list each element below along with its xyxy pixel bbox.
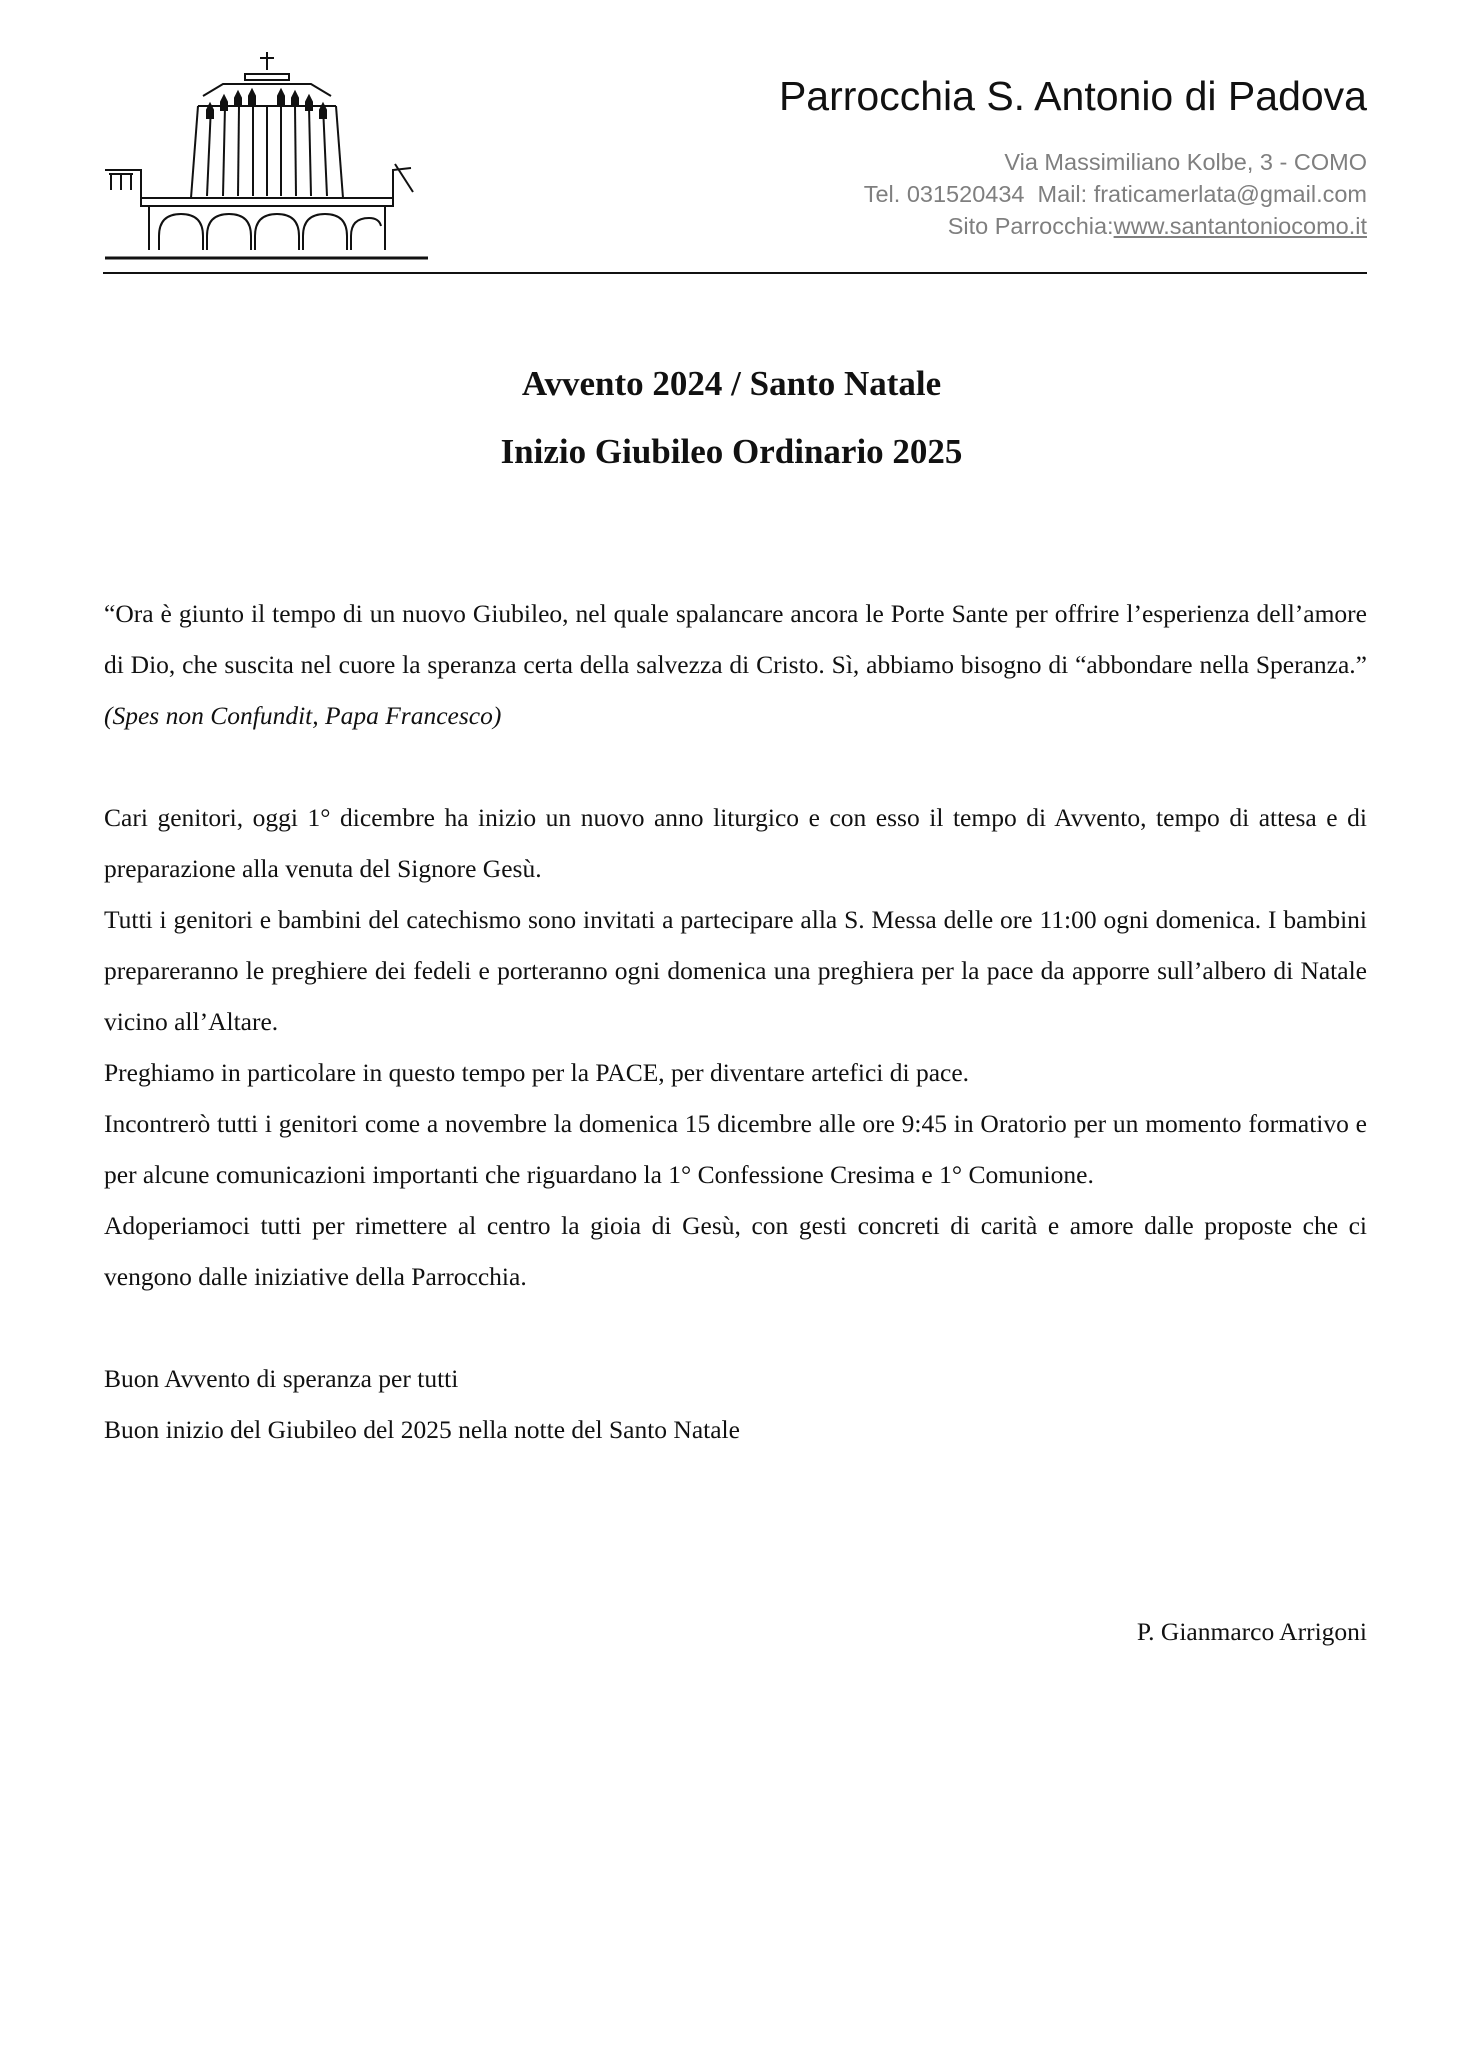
header-divider <box>103 272 1367 274</box>
phone-mail-line <box>779 178 1367 210</box>
closing-line-2: Buon inizio del Giubileo del 2025 nella notte del Santo Natale <box>104 1415 740 1444</box>
paragraph-4: Incontrerò tutti i genitori come a novembre la domenica 15 dicembre alle ore 9:45 in Oratorio per un momento formativo e per alcune comunicazioni importanti che riguardano la 1° Confessione Cresima e 1° Comunione. <box>104 1109 1367 1189</box>
paragraph-3: Preghiamo in particolare in questo tempo per la PACE, per diventare artefici di pace. <box>104 1058 970 1087</box>
site-line <box>779 210 1367 242</box>
quote-paragraph <box>104 588 1367 741</box>
paragraph-1: Cari genitori, oggi 1° dicembre ha inizio un nuovo anno liturgico e con esso il tempo di Avvento, tempo di attesa e di preparazione alla venuta del Signore Gesù. <box>104 803 1367 883</box>
site-label: Sito Parrocchia: <box>947 213 1114 239</box>
contact-block <box>779 146 1367 242</box>
signature: P. Gianmarco Arrigoni <box>1136 1617 1367 1646</box>
title-line-2: Inizio Giubileo Ordinario 2025 <box>500 432 963 471</box>
mail-label: Mail: <box>1037 181 1088 207</box>
title-line-1: Avvento 2024 / Santo Natale <box>521 364 942 403</box>
site-link[interactable]: www.santantoniocomo.it <box>1113 213 1367 239</box>
tel-label: Tel. <box>863 181 901 207</box>
church-logo-icon <box>103 50 428 262</box>
quote-text: “Ora è giunto il tempo di un nuovo Giubileo, nel quale spalancare ancora le Porte Sante per offrire l’esperienza dell’amore di Dio, che suscita nel cuore la speranza certa della salvezza di Cristo. Sì, abbiamo bisogno di “abbondare nella Speranza.” <box>104 599 1367 679</box>
closing-line-1: Buon Avvento di speranza per tutti <box>104 1364 459 1393</box>
letterhead <box>779 68 1367 242</box>
letter-body <box>104 588 1367 1455</box>
paragraph-2: Tutti i genitori e bambini del catechismo sono invitati a partecipare alla S. Messa delle ore 11:00 ogni domenica. I bambini prepareranno le preghiere dei fedeli e porteranno ogni domenica una preghiera per la pace da apporre sull’albero di Natale vicino all’Altare. <box>104 905 1367 1036</box>
tel-number: 031520434 <box>906 181 1025 207</box>
parish-name: Parrocchia S. Antonio di Padova <box>778 73 1367 119</box>
document-title <box>0 350 1463 486</box>
mail-address: fraticamerlata@gmail.com <box>1093 181 1367 207</box>
address: Via Massimiliano Kolbe, 3 - COMO <box>1004 149 1367 175</box>
quote-source: (Spes non Confundit, Papa Francesco) <box>104 701 502 730</box>
paragraph-5: Adoperiamoci tutti per rimettere al centro la gioia di Gesù, con gesti concreti di carità e amore dalle proposte che ci vengono dalle iniziative della Parrocchia. <box>104 1211 1367 1291</box>
